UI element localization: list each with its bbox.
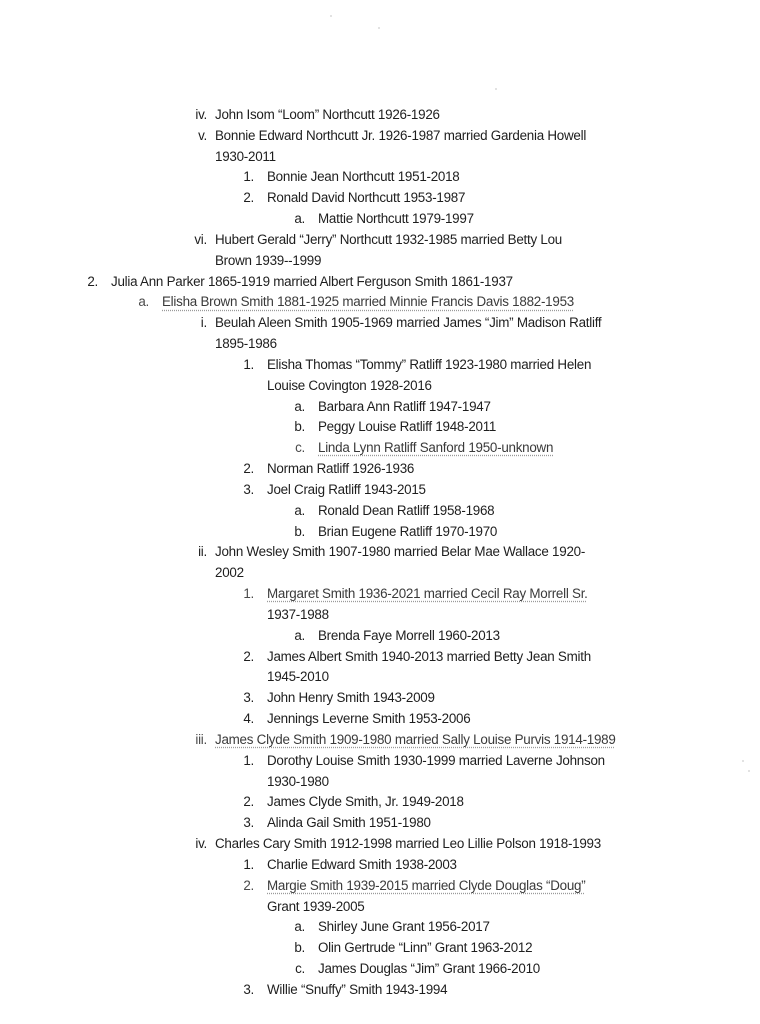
list-marker: c. (295, 440, 305, 456)
list-marker: a. (294, 627, 305, 643)
list-item-text: Bonnie Jean Northcutt 1951-2018 (267, 169, 460, 185)
list-item-text: Grant 1939-2005 (267, 898, 365, 914)
list-marker: 2. (243, 648, 254, 664)
list-item-text: Elisha Thomas “Tommy” Ratliff 1923-1980 married Helen (267, 356, 592, 372)
list-item-text: Brenda Faye Morrell 1960-2013 (318, 627, 500, 643)
outline-item (0, 187, 760, 208)
list-item-text: 2002 (215, 565, 244, 581)
outline-item (0, 375, 760, 396)
list-marker: 1. (243, 169, 254, 185)
list-item-text: Margaret Smith 1936-2021 married Cecil Ray Morrell Sr. (267, 586, 588, 602)
list-item-text: Julia Ann Parker 1865-1919 married Albert Ferguson Smith 1861-1937 (111, 273, 513, 289)
list-item-text: 1895-1986 (215, 336, 277, 352)
list-marker: 2. (243, 877, 254, 893)
outline-item (0, 687, 760, 708)
outline-item (0, 958, 760, 979)
list-item-text: Olin Gertrude “Linn” Grant 1963-2012 (318, 940, 533, 956)
outline-item (0, 562, 760, 583)
outline-item (0, 583, 760, 604)
outline-item (0, 646, 760, 667)
outline-item (0, 896, 760, 917)
outline-item (0, 937, 760, 958)
list-item-text: Peggy Louise Ratliff 1948-2011 (318, 419, 497, 435)
outline-item (0, 229, 760, 250)
list-item-text: Shirley June Grant 1956-2017 (318, 919, 490, 935)
list-marker: v. (198, 127, 207, 143)
list-marker: a. (294, 502, 305, 518)
list-item-text: James Albert Smith 1940-2013 married Betty Jean Smith (267, 648, 591, 664)
list-marker: 1. (243, 356, 254, 372)
list-item-text: Linda Lynn Ratliff Sanford 1950-unknown (318, 440, 554, 456)
list-marker: 1. (243, 856, 254, 872)
list-item-text: Mattie Northcutt 1979-1997 (318, 211, 474, 227)
list-item-text: Charles Cary Smith 1912-1998 married Leo Lillie Polson 1918-1993 (215, 836, 601, 852)
list-item-text: John Henry Smith 1943-2009 (267, 690, 435, 706)
outline-item (0, 166, 760, 187)
outline-item (0, 916, 760, 937)
list-item-text: 1945-2010 (267, 669, 329, 685)
list-item-text: Louise Covington 1928-2016 (267, 377, 432, 393)
outline-item (0, 812, 760, 833)
list-item-text: James Douglas “Jim” Grant 1966-2010 (318, 961, 540, 977)
outline-item (0, 437, 760, 458)
list-item-text: James Clyde Smith 1909-1980 married Sally Louise Purvis 1914-1989 (215, 731, 616, 747)
scan-speck (742, 760, 744, 762)
list-marker: vi. (194, 231, 207, 247)
list-item-text: Barbara Ann Ratliff 1947-1947 (318, 398, 491, 414)
list-marker: 2. (243, 461, 254, 477)
list-marker: 2. (87, 273, 98, 289)
scan-speck (748, 770, 750, 772)
list-marker: i. (200, 315, 207, 331)
list-item-text: Willie “Snuffy” Smith 1943-1994 (267, 981, 448, 997)
list-marker: a. (294, 398, 305, 414)
outline-item (0, 979, 760, 1000)
list-marker: a. (294, 919, 305, 935)
outline-item (0, 666, 760, 687)
list-marker: 4. (243, 711, 254, 727)
list-item-text: Ronald David Northcutt 1953-1987 (267, 190, 466, 206)
list-item-text: John Wesley Smith 1907-1980 married Belar Mae Wallace 1920- (215, 544, 586, 560)
outline-item (0, 771, 760, 792)
list-marker: 3. (243, 690, 254, 706)
list-marker: 3. (243, 815, 254, 831)
list-item-text: Elisha Brown Smith 1881-1925 married Minnie Francis Davis 1882-1953 (162, 294, 574, 310)
list-marker: a. (138, 294, 149, 310)
outline-item (0, 416, 760, 437)
outline-item (0, 500, 760, 521)
outline-item (0, 208, 760, 229)
list-marker: b. (294, 523, 305, 539)
list-item-text: 1930-1980 (267, 773, 329, 789)
list-marker: c. (295, 961, 305, 977)
outline-item (0, 854, 760, 875)
list-item-text: Beulah Aleen Smith 1905-1969 married James “Jim” Madison Ratliff (215, 315, 602, 331)
outline-item (0, 354, 760, 375)
outline-item (0, 791, 760, 812)
outline-item (0, 875, 760, 896)
list-marker: 2. (243, 794, 254, 810)
list-marker: 3. (243, 981, 254, 997)
list-item-text: James Clyde Smith, Jr. 1949-2018 (267, 794, 464, 810)
list-item-text: Jennings Leverne Smith 1953-2006 (267, 711, 471, 727)
list-marker: ii. (198, 544, 207, 560)
outline-item (0, 271, 760, 292)
list-marker: iv. (195, 836, 207, 852)
list-item-text: 1930-2011 (215, 148, 276, 164)
list-marker: b. (294, 419, 305, 435)
list-item-text: Alinda Gail Smith 1951-1980 (267, 815, 431, 831)
scan-speck (495, 88, 497, 90)
list-item-text: Brown 1939--1999 (215, 252, 322, 268)
outline-item (0, 458, 760, 479)
outline-item (0, 833, 760, 854)
outline-item (0, 291, 760, 312)
outline-item (0, 333, 760, 354)
list-marker: 3. (243, 481, 254, 497)
outline-item (0, 146, 760, 167)
list-marker: a. (294, 211, 305, 227)
list-marker: iv. (195, 107, 207, 122)
scan-speck (330, 15, 332, 17)
outline-item (0, 708, 760, 729)
list-marker: b. (294, 940, 305, 956)
outline-item (0, 604, 760, 625)
list-item-text: Joel Craig Ratliff 1943-2015 (267, 481, 426, 497)
list-item-text: Brian Eugene Ratliff 1970-1970 (318, 523, 498, 539)
list-item-text: Charlie Edward Smith 1938-2003 (267, 856, 457, 872)
list-item-text: John Isom “Loom” Northcutt 1926-1926 (215, 107, 440, 122)
outline-item (0, 750, 760, 771)
list-marker: 2. (243, 190, 254, 206)
outline-item (0, 521, 760, 542)
outline-item (0, 396, 760, 417)
outline-item (0, 625, 760, 646)
list-item-text: Bonnie Edward Northcutt Jr. 1926-1987 married Gardenia Howell (215, 127, 587, 143)
list-item-text: Ronald Dean Ratliff 1958-1968 (318, 502, 495, 518)
list-item-text: 1937-1988 (267, 606, 329, 622)
list-marker: 1. (243, 752, 254, 768)
list-item-text: Hubert Gerald “Jerry” Northcutt 1932-1985 married Betty Lou (215, 231, 562, 247)
outline-item (0, 250, 760, 271)
outline-item (0, 541, 760, 562)
list-marker: 1. (243, 586, 254, 602)
outline-item (0, 729, 760, 750)
list-item-text: Margie Smith 1939-2015 married Clyde Douglas “Doug” (267, 877, 586, 893)
list-marker: iii. (195, 731, 207, 747)
outline-item (0, 104, 760, 125)
list-item-text: Norman Ratliff 1926-1936 (267, 461, 415, 477)
outline-item (0, 479, 760, 500)
list-item-text: Dorothy Louise Smith 1930-1999 married Laverne Johnson (267, 752, 605, 768)
outline-item (0, 125, 760, 146)
outline-item (0, 312, 760, 333)
scan-speck (378, 27, 380, 29)
